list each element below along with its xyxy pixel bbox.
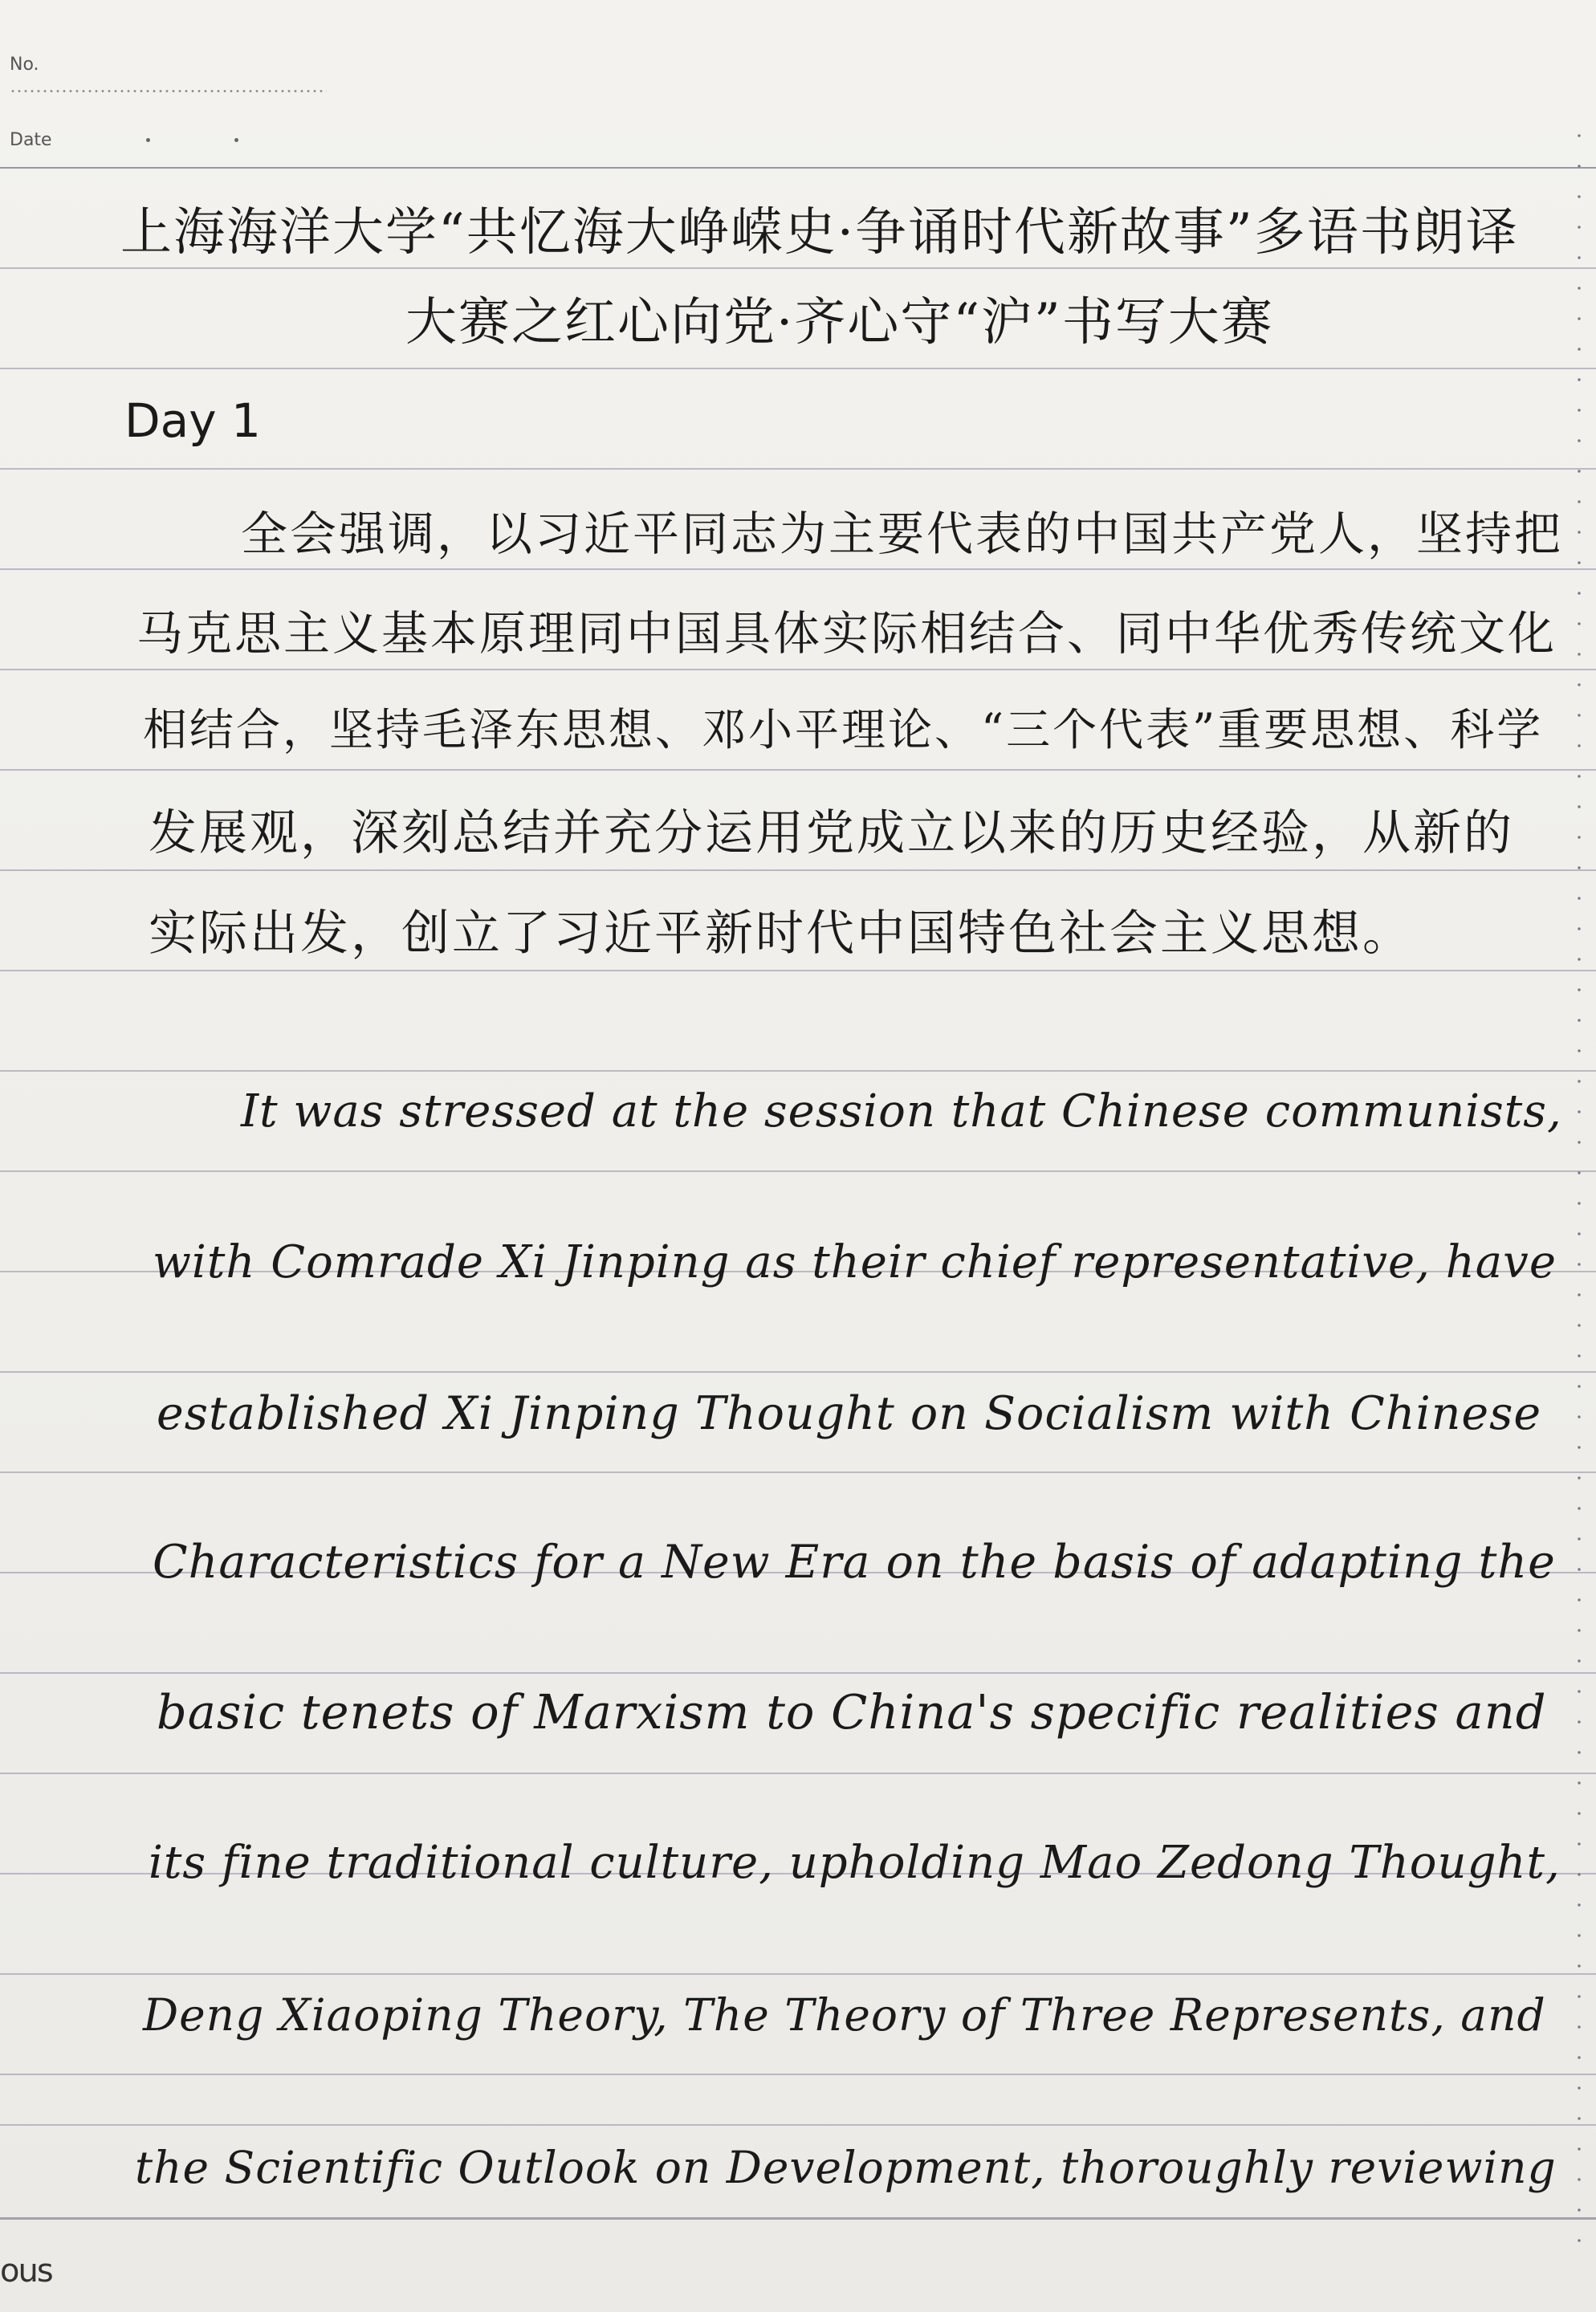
ruled-line [0, 368, 1596, 369]
ruled-line [0, 970, 1596, 971]
notebook-brand-logo: ous [0, 2253, 52, 2290]
english-line: the Scientific Outlook on Development, thoroughly reviewing [135, 2142, 1557, 2193]
ruled-line [0, 2074, 1596, 2075]
english-line: Deng Xiaoping Theory, The Theory of Three Represents, and [143, 1989, 1546, 2041]
ruled-line [0, 1070, 1596, 1072]
day-label: Day 1 [124, 393, 261, 448]
ruled-line [0, 2124, 1596, 2126]
title-line-2: 大赛之红心向党·齐心守“沪”书写大赛 [405, 293, 1274, 352]
date-label: Date [10, 130, 52, 150]
ruled-line [0, 468, 1596, 470]
ruled-line [0, 669, 1596, 670]
english-line: It was stressed at the session that Chinese communists, [241, 1085, 1562, 1138]
chinese-line: 马克思主义基本原理同中国具体实际相结合、同中华优秀传统文化 [136, 606, 1557, 661]
bottom-ruled-line [0, 2217, 1596, 2220]
margin-dot-column [1577, 120, 1582, 2248]
ruled-line [0, 568, 1596, 570]
ruled-line [0, 267, 1596, 269]
chinese-line: 实际出发，创立了习近平新时代中国特色社会主义思想。 [149, 906, 1413, 962]
title-line-1: 上海海洋大学“共忆海大峥嵘史·争诵时代新故事”多语书朗译 [120, 203, 1519, 263]
ruled-line [0, 1170, 1596, 1172]
english-line: established Xi Jinping Thought on Socialism with Chinese [157, 1387, 1542, 1440]
chinese-line: 全会强调，以习近平同志为主要代表的中国共产党人，坚持把 [241, 507, 1564, 561]
english-line: Characteristics for a New Era on the basis of adapting the [153, 1536, 1556, 1589]
ruled-line [0, 1371, 1596, 1373]
no-dotted-line [10, 90, 327, 92]
no-label: No. [10, 55, 39, 75]
ruled-line [0, 869, 1596, 871]
ruled-line [0, 1773, 1596, 1774]
chinese-line: 发展观，深刻总结并充分运用党成立以来的历史经验，从新的 [149, 805, 1514, 861]
ruled-line [0, 1672, 1596, 1674]
ruled-line [0, 167, 1596, 169]
english-line: basic tenets of Marxism to China's specific realities and [157, 1684, 1547, 1740]
english-line: with Comrade Xi Jinping as their chief representative, have [153, 1236, 1557, 1288]
date-separator-dot [146, 138, 150, 142]
date-separator-dot [234, 138, 238, 142]
english-line: its fine traditional culture, upholding Mao Zedong Thought, [149, 1837, 1561, 1889]
ruled-line [0, 1471, 1596, 1473]
chinese-line: 相结合，坚持毛泽东思想、邓小平理论、“三个代表”重要思想、科学 [143, 704, 1544, 755]
ruled-line [0, 1973, 1596, 1975]
ruled-line [0, 769, 1596, 771]
